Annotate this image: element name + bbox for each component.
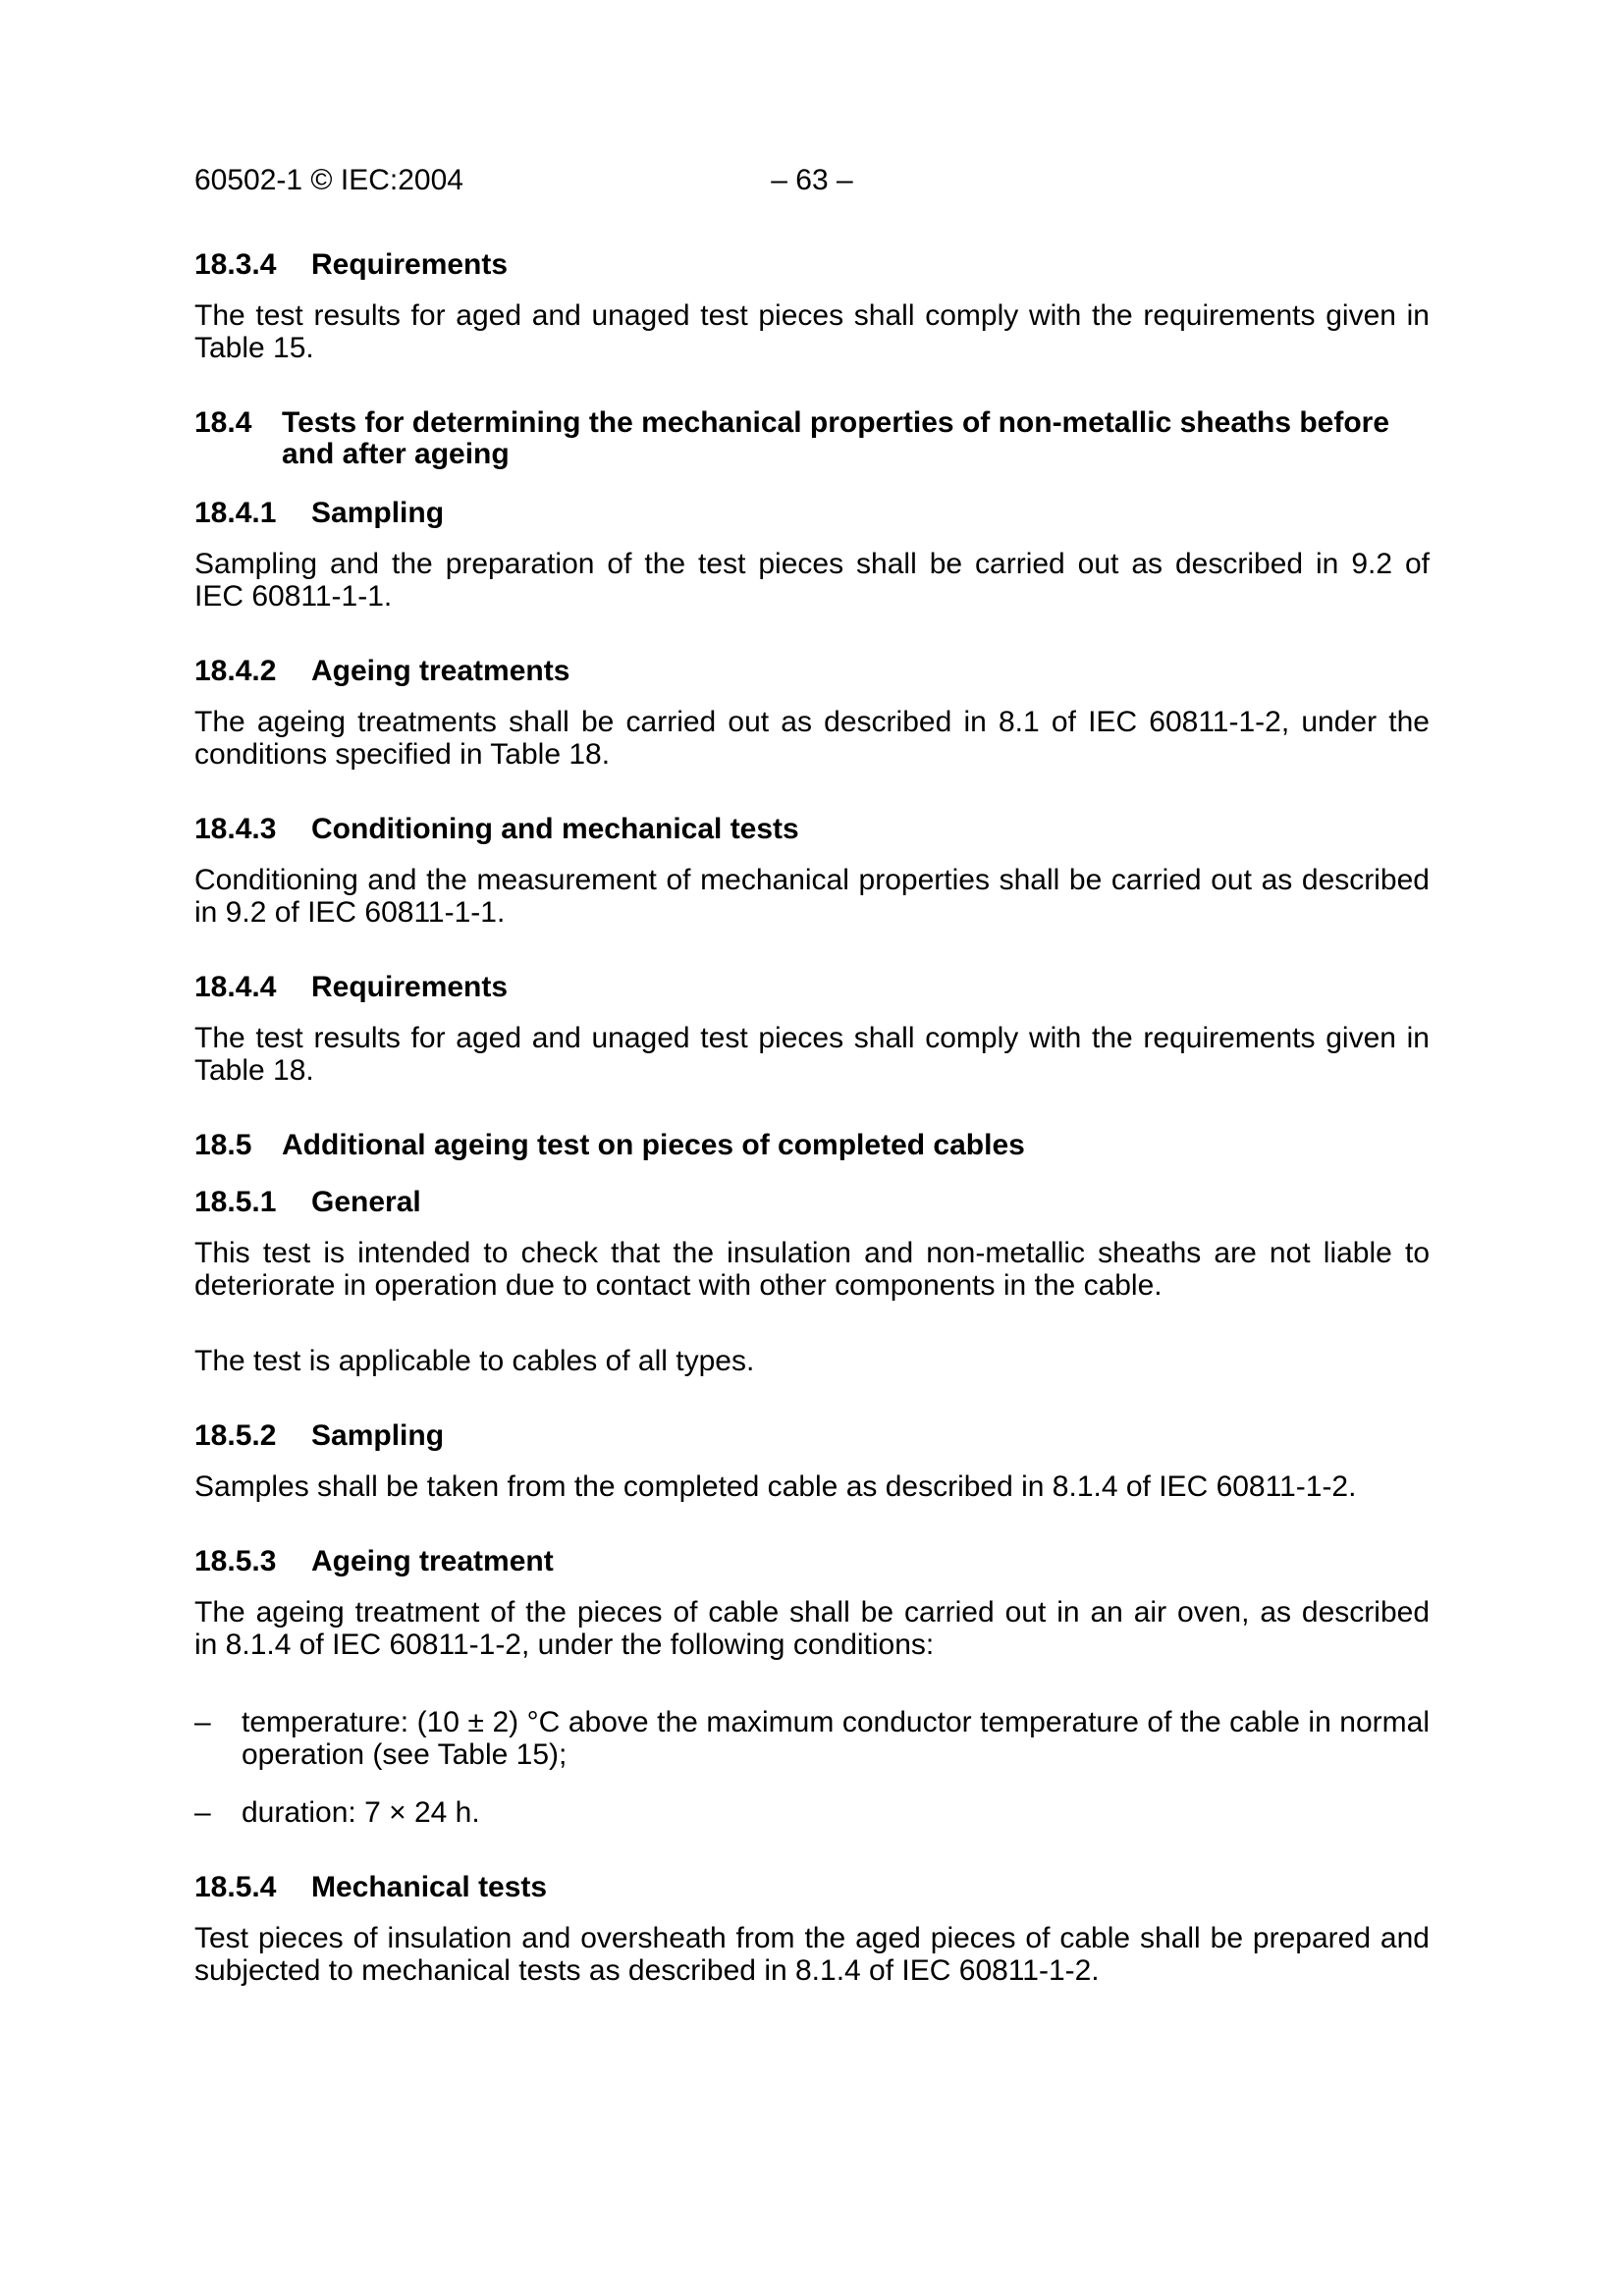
clause-number: 18.4.4: [194, 971, 277, 1003]
clause-number: 18.4.1: [194, 497, 277, 529]
bullet-duration: [194, 1796, 1430, 1829]
clause-number: 18.4: [194, 406, 252, 439]
clause-number: 18.5: [194, 1129, 252, 1161]
text-line: in 9.2 of IEC 60811-1-1.: [194, 896, 506, 929]
text-line: The test is applicable to cables of all types.: [194, 1345, 755, 1377]
heading-18-5-2: [194, 1420, 1430, 1452]
list-dash: –: [194, 1796, 211, 1829]
clause-number: 18.5.3: [194, 1545, 277, 1577]
clause-title: Additional ageing test on pieces of completed cables: [282, 1129, 1025, 1161]
list-dash: –: [194, 1706, 211, 1738]
paragraph-18-3-4: [194, 299, 1430, 364]
clause-title: Requirements: [311, 971, 509, 1003]
page-number: – 63 –: [771, 164, 853, 196]
heading-18-5: [194, 1130, 1430, 1161]
clause-number: 18.5.4: [194, 1871, 277, 1903]
text-line: The test results for aged and unaged test pieces shall comply with the requirements given in: [194, 1022, 1430, 1054]
text-line: deteriorate in operation due to contact with other components in the cable.: [194, 1269, 1163, 1302]
doc-reference: 60502-1 © IEC:2004: [194, 164, 463, 196]
heading-18-3-4: [194, 249, 1430, 281]
text-line: Conditioning and the measurement of mechanical properties shall be carried out as described: [194, 864, 1430, 896]
text-line: subjected to mechanical tests as described in 8.1.4 of IEC 60811-1-2.: [194, 1954, 1100, 1987]
text-line: duration: 7 × 24 h.: [242, 1796, 480, 1829]
heading-18-5-4: [194, 1872, 1430, 1903]
page-header: [194, 164, 1430, 196]
clause-title: Mechanical tests: [311, 1871, 548, 1903]
bullet-temperature: [194, 1706, 1430, 1771]
heading-18-4-1: [194, 498, 1430, 529]
heading-18-4-4: [194, 972, 1430, 1003]
paragraph-18-4-3: [194, 864, 1430, 929]
text-line: The ageing treatments shall be carried out as described in 8.1 of IEC 60811-1-2, under the: [194, 706, 1430, 738]
clause-title: Conditioning and mechanical tests: [311, 813, 799, 845]
text-line: conditions specified in Table 18.: [194, 738, 611, 771]
heading-18-4-3: [194, 814, 1430, 845]
text-line: Test pieces of insulation and oversheath from the aged pieces of cable shall be prepared and: [194, 1922, 1430, 1954]
text-line: Sampling and the preparation of the test pieces shall be carried out as described in 9.2 of: [194, 548, 1430, 580]
heading-18-4-2: [194, 656, 1430, 687]
paragraph-18-4-1: [194, 548, 1430, 613]
text-line: Samples shall be taken from the completed cable as described in 8.1.4 of IEC 60811-1-2.: [194, 1470, 1357, 1503]
clause-number: 18.5.2: [194, 1419, 277, 1452]
paragraph-18-5-3: [194, 1596, 1430, 1661]
text-column: [194, 0, 1430, 1987]
text-line: operation (see Table 15);: [242, 1738, 568, 1771]
clause-title: Ageing treatment: [311, 1545, 554, 1577]
clause-number: 18.3.4: [194, 248, 277, 281]
text-line: This test is intended to check that the insulation and non-metallic sheaths are not liable to: [194, 1237, 1430, 1269]
paragraph-18-5-2: [194, 1470, 1430, 1503]
paragraph-18-5-4: [194, 1922, 1430, 1987]
clause-title-line: Tests for determining the mechanical properties of non-metallic sheaths before: [282, 406, 1390, 439]
heading-18-5-3: [194, 1546, 1430, 1577]
text-line: Table 15.: [194, 332, 314, 364]
clause-title: Ageing treatments: [311, 655, 570, 687]
paragraph-18-5-1-b: [194, 1345, 1430, 1377]
paragraph-18-5-1-a: [194, 1237, 1430, 1302]
clause-title: Sampling: [311, 1419, 445, 1452]
text-line: Table 18.: [194, 1054, 314, 1087]
paragraph-18-4-4: [194, 1022, 1430, 1087]
heading-18-5-1: [194, 1187, 1430, 1218]
text-line: The test results for aged and unaged test pieces shall comply with the requirements given in: [194, 299, 1430, 332]
text-line: temperature: (10 ± 2) °C above the maximum conductor temperature of the cable in normal: [242, 1706, 1430, 1738]
heading-18-4: [194, 407, 1430, 470]
clause-number: 18.5.1: [194, 1186, 277, 1218]
clause-title: Sampling: [311, 497, 445, 529]
clause-title-line: and after ageing: [282, 438, 510, 470]
clause-number: 18.4.3: [194, 813, 277, 845]
text-line: The ageing treatment of the pieces of cable shall be carried out in an air oven, as described: [194, 1596, 1430, 1629]
clause-title: Requirements: [311, 248, 509, 281]
text-line: in 8.1.4 of IEC 60811-1-2, under the following conditions:: [194, 1629, 935, 1661]
clause-title: General: [311, 1186, 421, 1218]
clause-number: 18.4.2: [194, 655, 277, 687]
text-line: IEC 60811-1-1.: [194, 580, 393, 613]
paragraph-18-4-2: [194, 706, 1430, 771]
